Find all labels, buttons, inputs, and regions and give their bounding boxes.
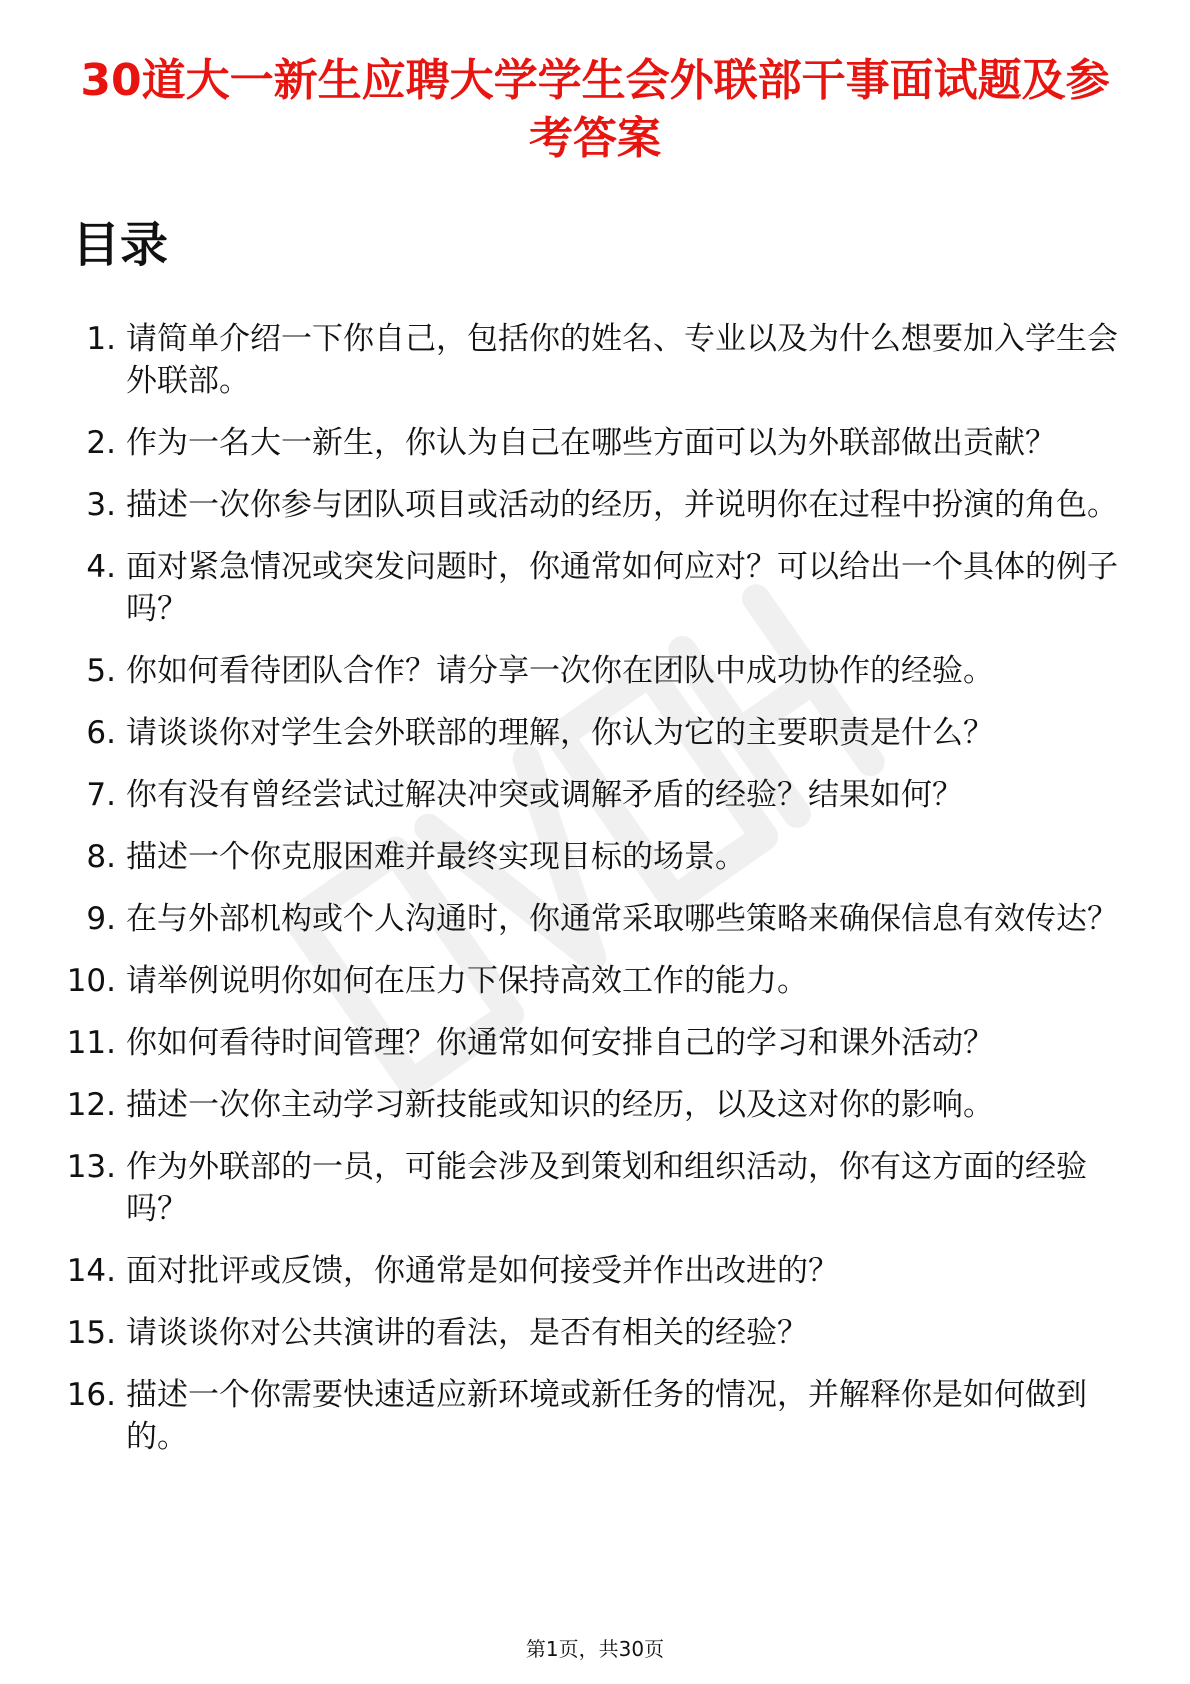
toc-list xyxy=(66,318,1126,1478)
toc-item-number: 15. xyxy=(66,1315,116,1351)
toc-item-text: 请举例说明你如何在压力下保持高效工作的能力。 xyxy=(126,963,808,999)
toc-item[interactable] xyxy=(66,774,1126,816)
toc-item-text: 面对批评或反馈，你通常是如何接受并作出改进的？ xyxy=(126,1253,839,1289)
toc-item-text: 请谈谈你对公共演讲的看法，是否有相关的经验？ xyxy=(126,1315,808,1351)
toc-item[interactable] xyxy=(66,1022,1126,1064)
toc-item[interactable] xyxy=(66,484,1126,526)
document-title: 30道大一新生应聘大学学生会外联部干事面试题及参考答案 xyxy=(80,55,1110,164)
toc-item-text: 请谈谈你对学生会外联部的理解，你认为它的主要职责是什么？ xyxy=(126,715,994,751)
toc-item[interactable] xyxy=(66,1374,1126,1458)
toc-item[interactable] xyxy=(66,1084,1126,1126)
toc-item[interactable] xyxy=(66,546,1126,630)
toc-heading: 目录 xyxy=(72,217,169,273)
toc-item-text: 作为一名大一新生，你认为自己在哪些方面可以为外联部做出贡献？ xyxy=(126,425,1056,461)
toc-item-text: 请简单介绍一下你自己，包括你的姓名、专业以及为什么想要加入学生会外联部。 xyxy=(126,321,1118,399)
toc-item-number: 5. xyxy=(86,653,116,689)
toc-item-text: 描述一个你克服困难并最终实现目标的场景。 xyxy=(126,839,746,875)
toc-item-text: 描述一次你参与团队项目或活动的经历，并说明你在过程中扮演的角色。 xyxy=(126,487,1118,523)
toc-item[interactable] xyxy=(66,422,1126,464)
toc-item-number: 10. xyxy=(66,963,116,999)
toc-item-text: 你如何看待时间管理？你通常如何安排自己的学习和课外活动？ xyxy=(126,1025,994,1061)
toc-item-text: 面对紧急情况或突发问题时，你通常如何应对？可以给出一个具体的例子吗？ xyxy=(126,549,1118,627)
toc-item[interactable] xyxy=(66,650,1126,692)
toc-item-number: 6. xyxy=(86,715,116,751)
toc-item-number: 16. xyxy=(66,1377,116,1413)
toc-item-text: 你有没有曾经尝试过解决冲突或调解矛盾的经验？结果如何？ xyxy=(126,777,963,813)
toc-item-text: 描述一次你主动学习新技能或知识的经历，以及这对你的影响。 xyxy=(126,1087,994,1123)
toc-item[interactable] xyxy=(66,1312,1126,1354)
toc-item-text: 描述一个你需要快速适应新环境或新任务的情况，并解释你是如何做到的。 xyxy=(126,1377,1087,1455)
toc-item-number: 3. xyxy=(86,487,116,523)
toc-item[interactable] xyxy=(66,960,1126,1002)
toc-item-text: 在与外部机构或个人沟通时，你通常采取哪些策略来确保信息有效传达？ xyxy=(126,901,1118,937)
toc-item-text: 作为外联部的一员，可能会涉及到策划和组织活动，你有这方面的经验吗？ xyxy=(126,1149,1087,1227)
toc-item-number: 9. xyxy=(86,901,116,937)
toc-item[interactable] xyxy=(66,898,1126,940)
toc-item-number: 1. xyxy=(86,321,116,357)
toc-item[interactable] xyxy=(66,836,1126,878)
toc-item-text: 你如何看待团队合作？请分享一次你在团队中成功协作的经验。 xyxy=(126,653,994,689)
toc-item[interactable] xyxy=(66,1250,1126,1292)
toc-item-number: 4. xyxy=(86,549,116,585)
page-footer: 第1页，共30页 xyxy=(525,1637,665,1661)
toc-item-number: 7. xyxy=(86,777,116,813)
toc-item[interactable] xyxy=(66,712,1126,754)
toc-item-number: 12. xyxy=(66,1087,116,1123)
toc-item-number: 8. xyxy=(86,839,116,875)
toc-item-number: 14. xyxy=(66,1253,116,1289)
toc-item[interactable] xyxy=(66,318,1126,402)
toc-item-number: 13. xyxy=(66,1149,116,1185)
toc-item-number: 11. xyxy=(66,1025,116,1061)
toc-item-number: 2. xyxy=(86,425,116,461)
toc-item[interactable] xyxy=(66,1146,1126,1230)
